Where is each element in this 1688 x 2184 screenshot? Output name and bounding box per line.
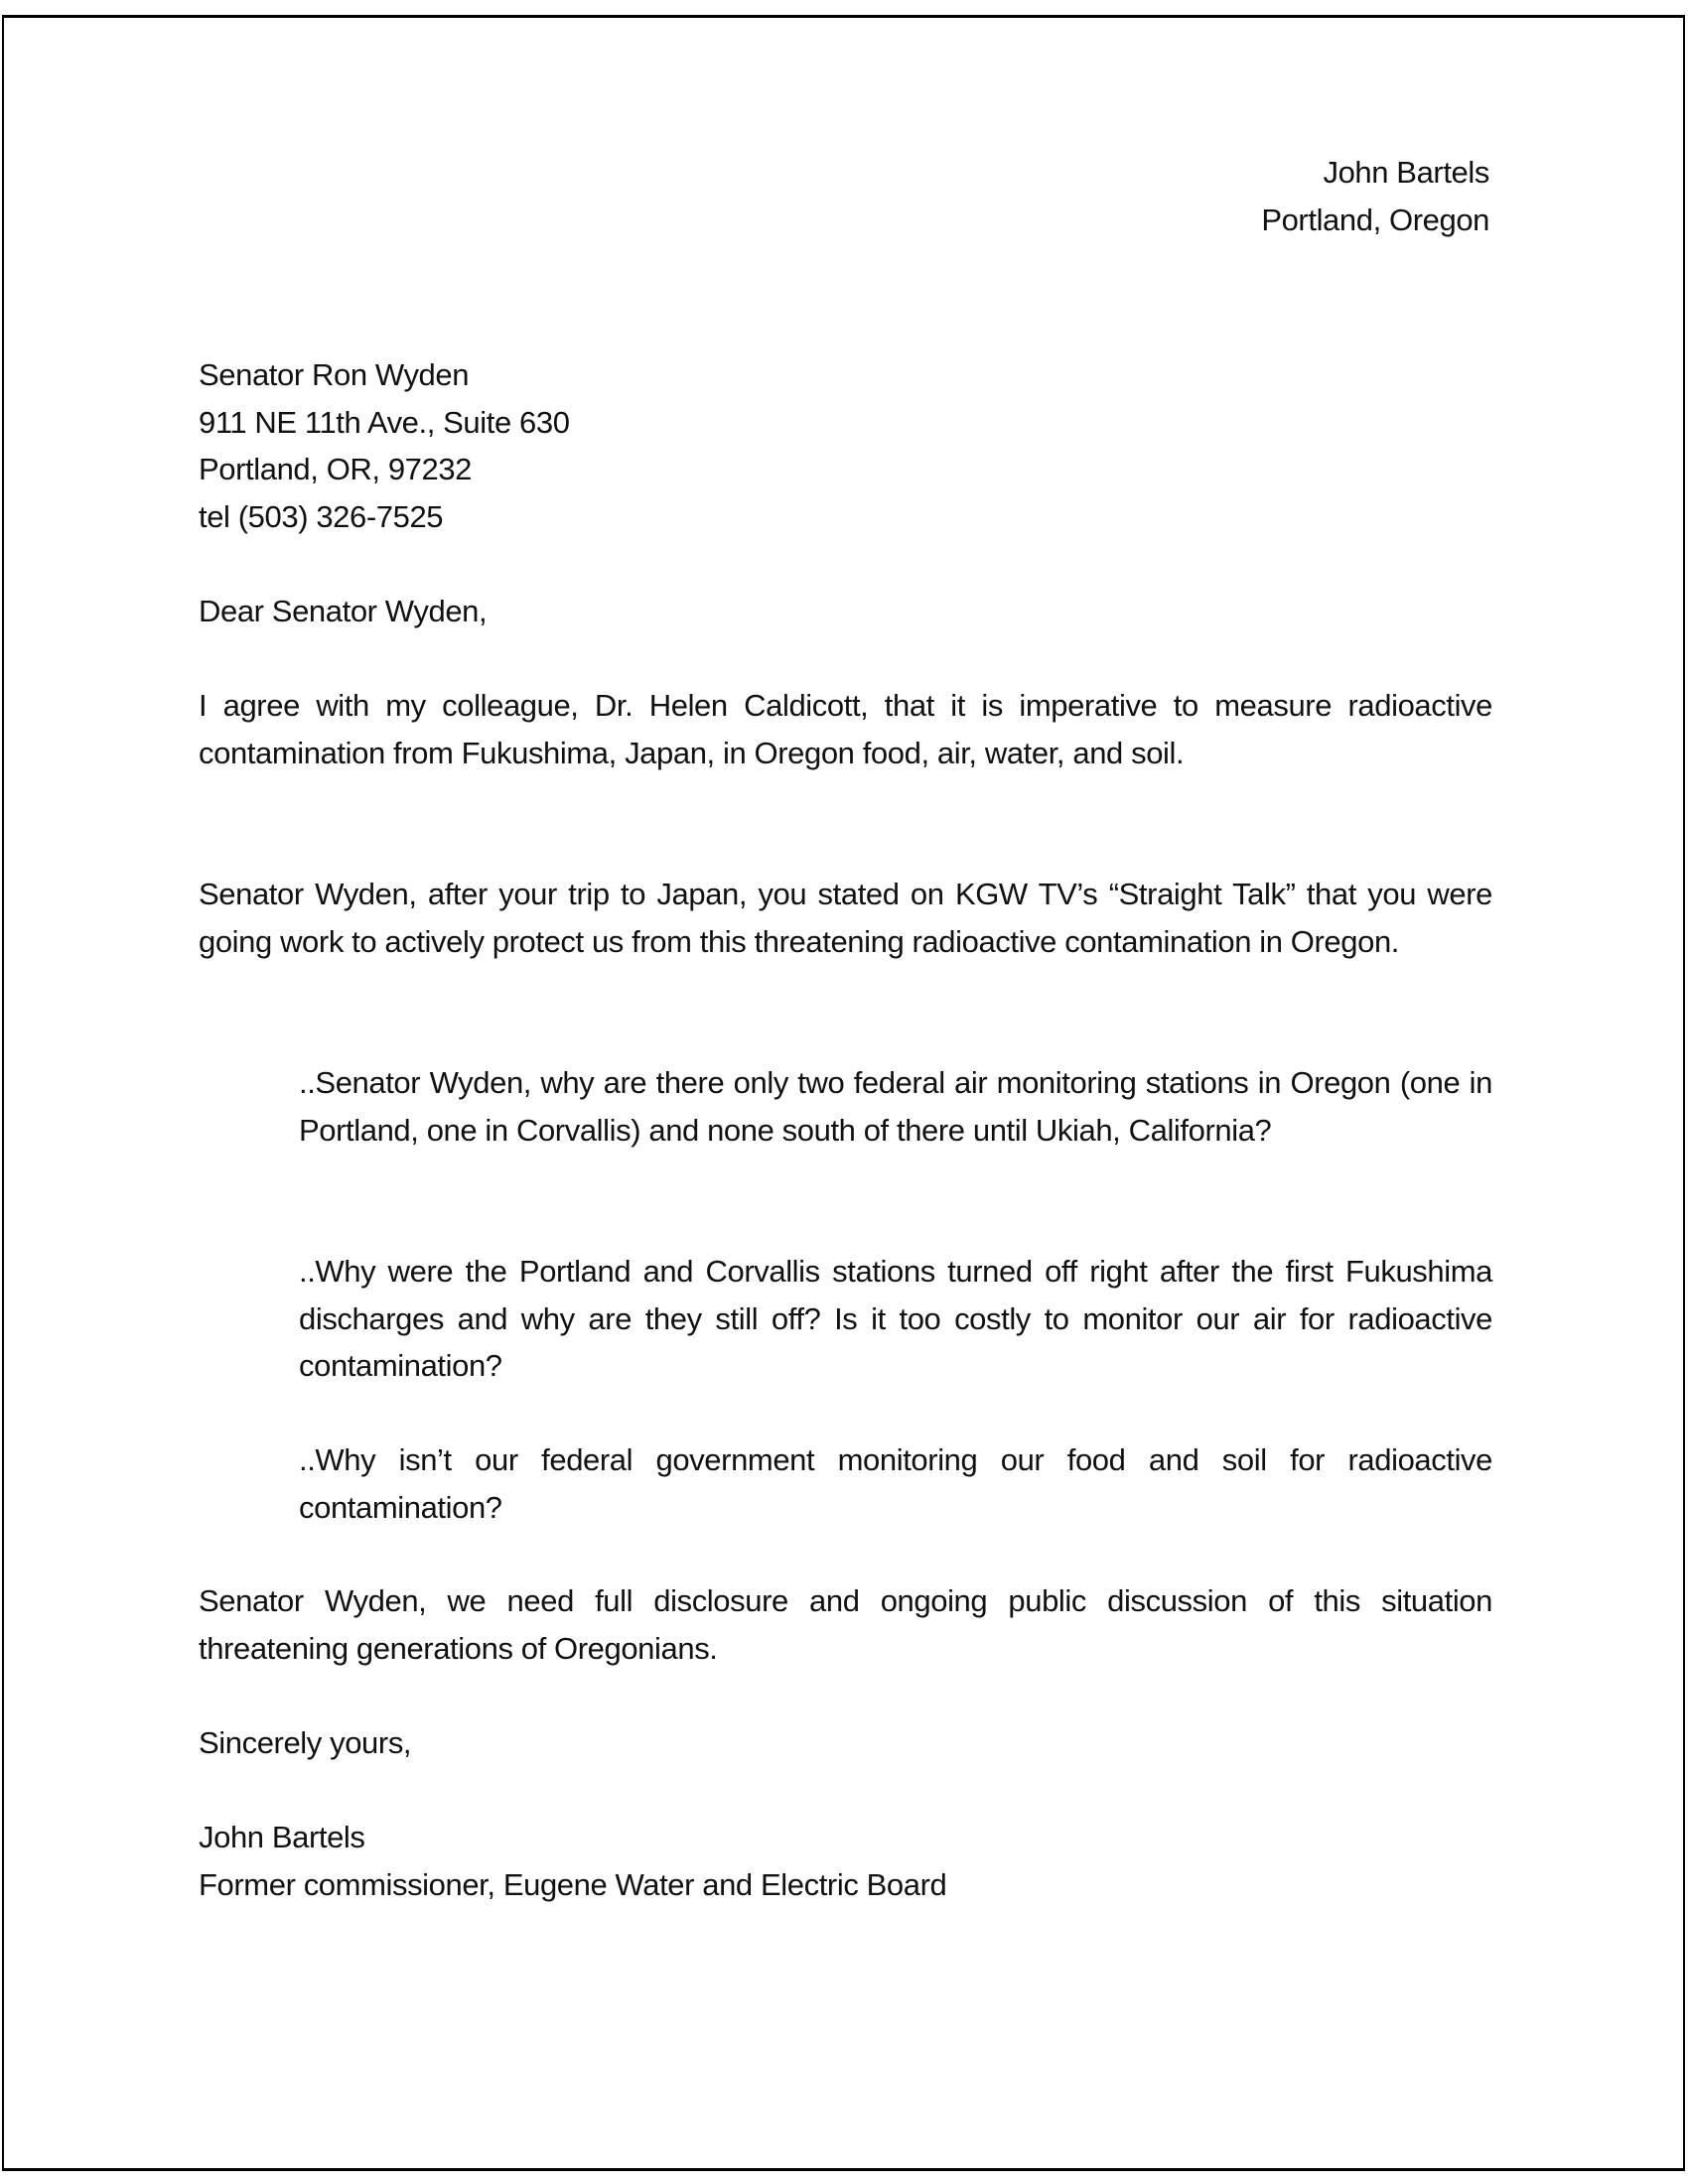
recipient-phone: tel (503) 326-7525 xyxy=(199,498,444,534)
recipient-address-block xyxy=(199,351,570,540)
recipient-address-line1: 911 NE 11th Ave., Suite 630 xyxy=(199,404,570,440)
signature-block xyxy=(199,1814,946,1908)
body-paragraph-1: I agree with my colleague, Dr. Helen Caldicott, that it is imperative to measure radioactive contamination from Fukushima, Japan, in Oregon food, air, water, and soil. xyxy=(199,688,1492,770)
signature-name: John Bartels xyxy=(199,1820,365,1854)
salutation: Dear Senator Wyden, xyxy=(199,594,488,628)
closing: Sincerely yours, xyxy=(199,1725,412,1760)
sender-location: Portland, Oregon xyxy=(1261,202,1489,237)
question-3: ..Why isn’t our federal government monitoring our food and soil for radioactive contamination? xyxy=(299,1442,1492,1525)
question-1: ..Senator Wyden, why are there only two federal air monitoring stations in Oregon (one in Portland, one in Corvallis) and none south of there until Ukiah, California? xyxy=(299,1065,1492,1148)
sender-block xyxy=(1261,149,1489,243)
body-paragraph-3: Senator Wyden, we need full disclosure and ongoing public discussion of this situation threatening generations of Oregonians. xyxy=(199,1583,1492,1666)
recipient-name: Senator Ron Wyden xyxy=(199,357,470,392)
recipient-address-line2: Portland, OR, 97232 xyxy=(199,452,473,486)
body-paragraph-2: Senator Wyden, after your trip to Japan, you stated on KGW TV’s “Straight Talk” that you were going work to actively protect us from this threatening radioactive contamination in Oregon. xyxy=(199,877,1492,959)
question-2: ..Why were the Portland and Corvallis stations turned off right after the first Fukushima discharges and why are they still off? Is it too costly to monitor our air for radioactive contamination? xyxy=(299,1254,1492,1383)
signature-title: Former commissioner, Eugene Water and Electric Board xyxy=(199,1866,947,1902)
sender-name: John Bartels xyxy=(1323,155,1489,190)
